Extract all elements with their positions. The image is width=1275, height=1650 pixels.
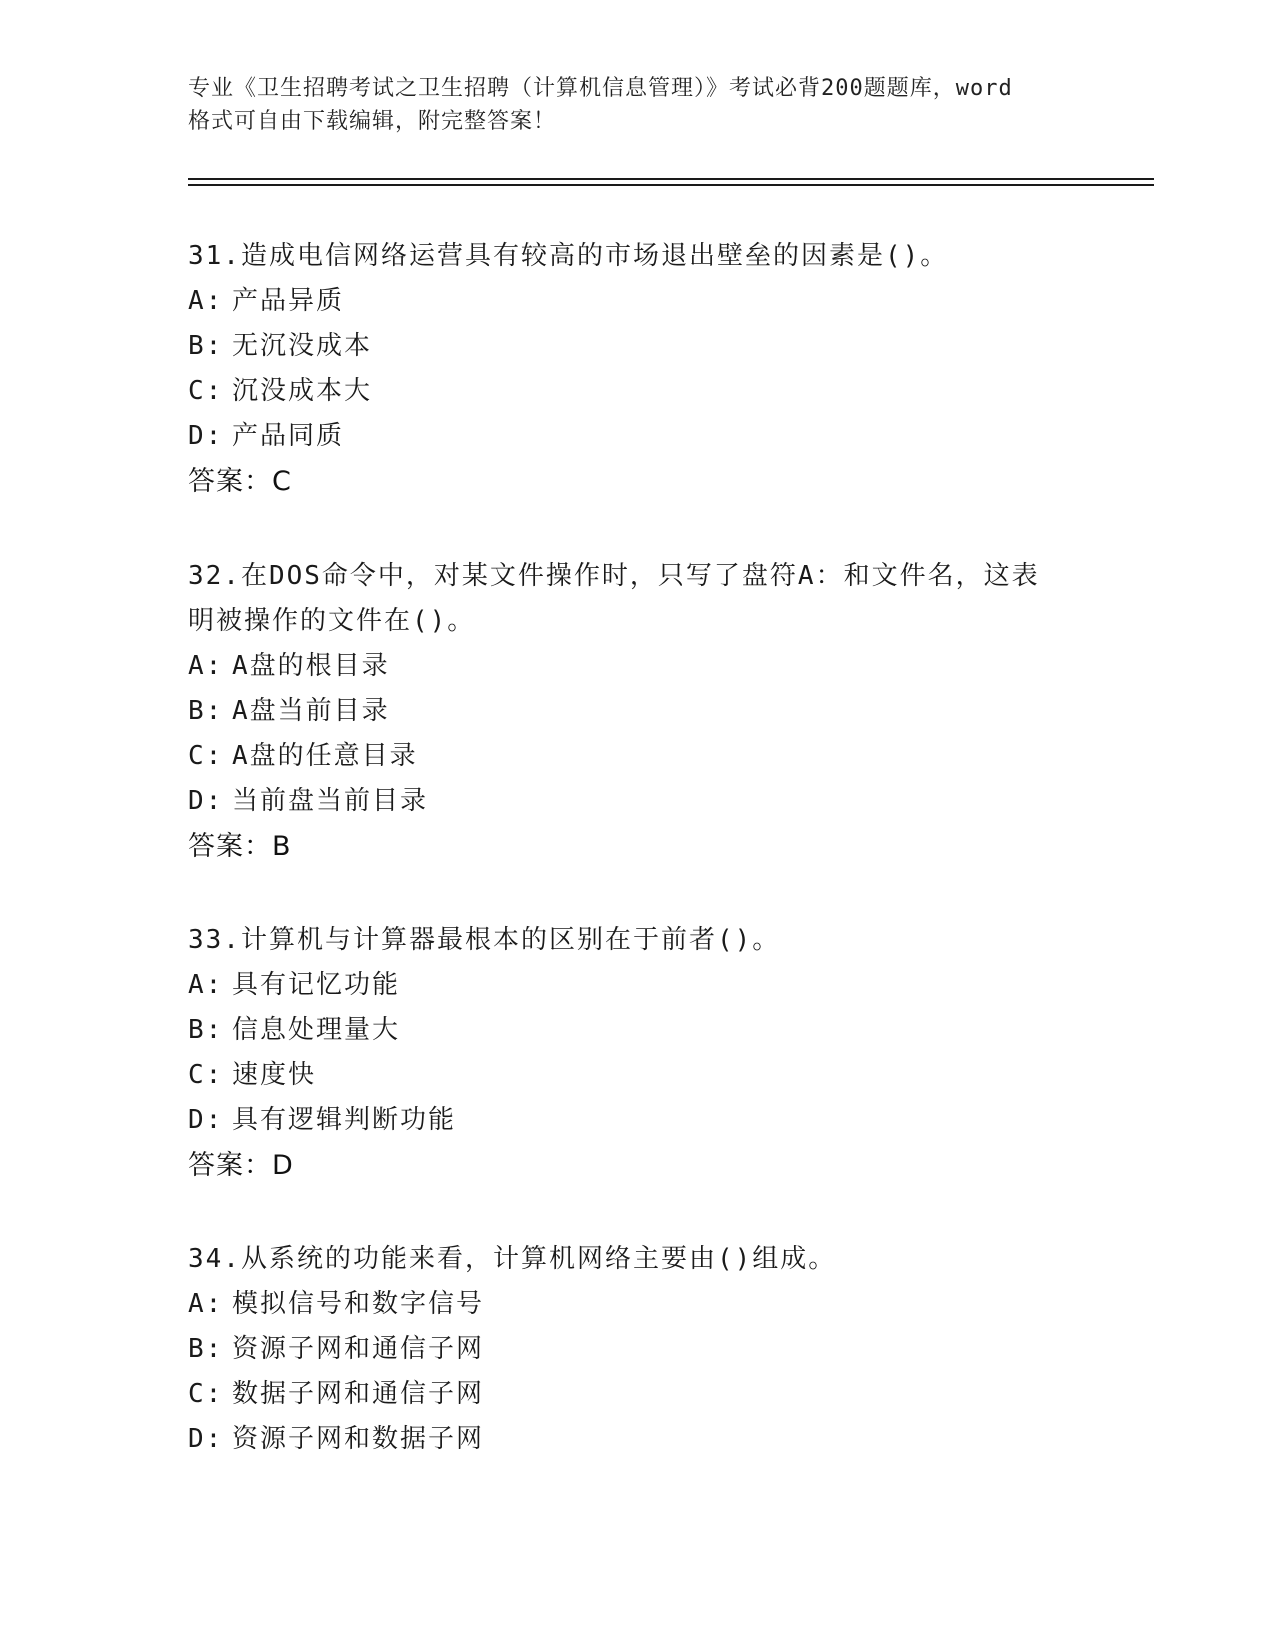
option-text: 资源子网和数据子网 <box>232 1424 485 1454</box>
option-text: 数据子网和通信子网 <box>232 1379 485 1409</box>
option-d <box>188 414 1088 459</box>
option-d <box>188 779 1088 824</box>
option-a <box>188 279 1088 324</box>
question-34 <box>188 1237 1088 1462</box>
question-stem <box>188 234 1088 279</box>
option-c <box>188 1053 1088 1098</box>
option-a <box>188 644 1088 689</box>
answer-line: 答案：C <box>188 466 292 497</box>
question-31 <box>188 234 1088 504</box>
question-stem-line: 31.造成电信网络运营具有较高的市场退出壁垒的因素是()。 <box>188 241 949 271</box>
question-stem-line: 34.从系统的功能来看，计算机网络主要由()组成。 <box>188 1244 837 1274</box>
option-key: A: <box>188 286 224 316</box>
option-key: D: <box>188 1424 224 1454</box>
question-stem-line: 33.计算机与计算器最根本的区别在于前者()。 <box>188 925 781 955</box>
option-text: 具有逻辑判断功能 <box>232 1105 457 1135</box>
option-key: C: <box>188 376 224 406</box>
option-text: 无沉没成本 <box>232 331 373 361</box>
option-text: A盘当前目录 <box>232 696 390 726</box>
option-text: 资源子网和通信子网 <box>232 1334 485 1364</box>
question-stem <box>188 554 1088 644</box>
option-key: D: <box>188 1105 224 1135</box>
question-stem-line: 明被操作的文件在()。 <box>188 606 476 636</box>
header-line-2: 格式可自由下载编辑，附完整答案！ <box>188 109 557 134</box>
option-key: C: <box>188 1379 224 1409</box>
question-stem <box>188 1237 1088 1282</box>
option-text: A盘的任意目录 <box>232 741 418 771</box>
header-divider-top <box>188 178 1154 180</box>
option-b <box>188 689 1088 734</box>
option-key: A: <box>188 970 224 1000</box>
option-key: C: <box>188 741 224 771</box>
option-key: C: <box>188 1060 224 1090</box>
option-key: B: <box>188 1015 224 1045</box>
option-b <box>188 324 1088 369</box>
option-key: A: <box>188 651 224 681</box>
option-key: B: <box>188 696 224 726</box>
answer-line: 答案：B <box>188 831 292 862</box>
option-text: 速度快 <box>232 1060 317 1090</box>
option-d <box>188 1417 1088 1462</box>
option-key: D: <box>188 421 224 451</box>
option-d <box>188 1098 1088 1143</box>
option-key: B: <box>188 1334 224 1364</box>
header-divider-bottom <box>188 184 1154 186</box>
option-text: 模拟信号和数字信号 <box>232 1289 485 1319</box>
question-stem-line: 32.在DOS命令中，对某文件操作时，只写了盘符A：和文件名，这表 <box>188 561 1040 591</box>
option-key: A: <box>188 1289 224 1319</box>
document-header <box>188 72 1088 138</box>
option-text: A盘的根目录 <box>232 651 390 681</box>
option-b <box>188 1008 1088 1053</box>
answer-line: 答案：D <box>188 1150 294 1181</box>
header-line-1: 专业《卫生招聘考试之卫生招聘（计算机信息管理）》考试必背200题题库，word <box>188 76 1013 101</box>
option-text: 信息处理量大 <box>232 1015 401 1045</box>
option-c <box>188 734 1088 779</box>
option-c <box>188 1372 1088 1417</box>
option-text: 产品同质 <box>232 421 345 451</box>
question-32 <box>188 554 1088 869</box>
option-key: B: <box>188 331 224 361</box>
option-text: 产品异质 <box>232 286 345 316</box>
option-text: 具有记忆功能 <box>232 970 401 1000</box>
question-33 <box>188 918 1088 1188</box>
option-text: 当前盘当前目录 <box>232 786 429 816</box>
option-c <box>188 369 1088 414</box>
option-b <box>188 1327 1088 1372</box>
option-text: 沉没成本大 <box>232 376 373 406</box>
option-key: D: <box>188 786 224 816</box>
question-stem <box>188 918 1088 963</box>
option-a <box>188 963 1088 1008</box>
option-a <box>188 1282 1088 1327</box>
